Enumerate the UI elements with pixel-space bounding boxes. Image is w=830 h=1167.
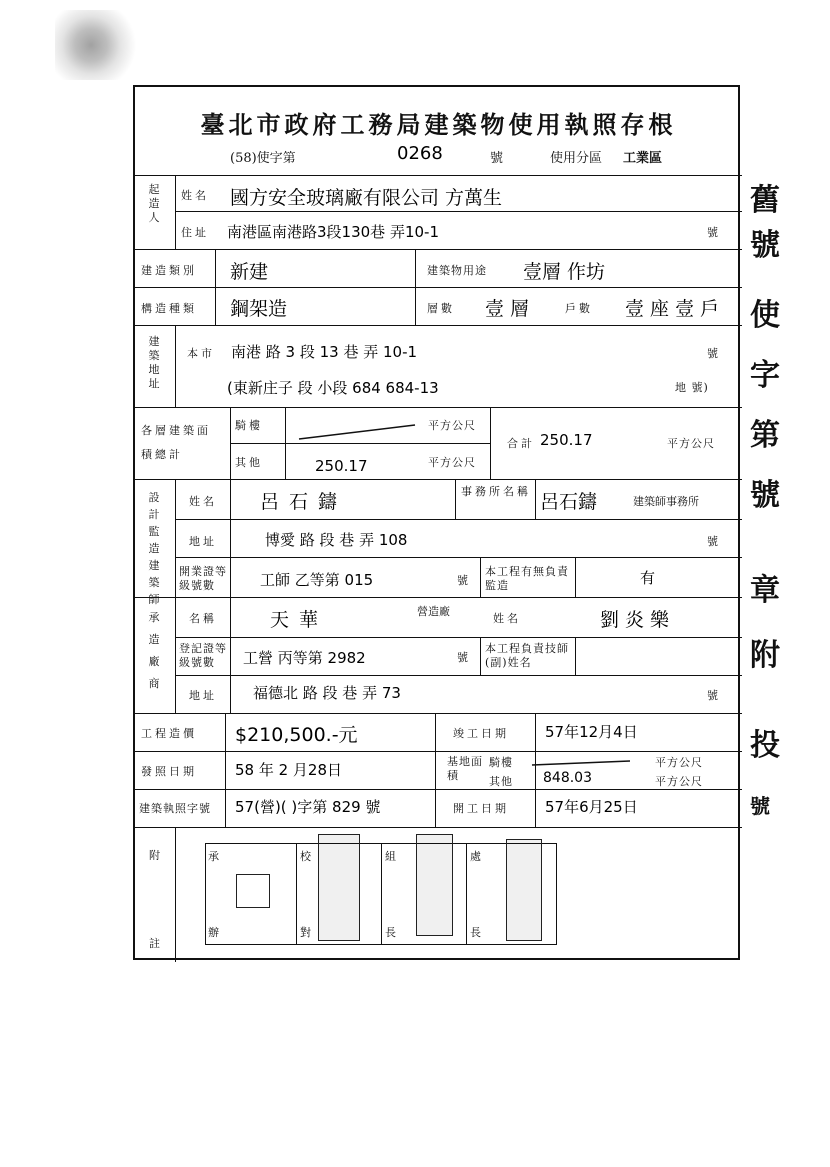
area-other-label: 其他	[235, 456, 263, 469]
designer-supervise-value: 有	[640, 569, 656, 587]
margin-char-2: 使	[750, 298, 780, 333]
license-form	[133, 85, 740, 960]
site-line2: (東新庄子 段 小段 684 684-13	[227, 379, 439, 397]
notes-label-top: 附	[149, 849, 163, 862]
applicant-group-label: 起造人	[148, 183, 160, 224]
margin-char-8: 投	[750, 728, 780, 763]
area-total-label: 合計	[507, 437, 535, 450]
contractor-group-label: 承造廠商	[148, 611, 160, 690]
approval-col-7: 長	[470, 926, 484, 939]
approval-col-3: 對	[300, 926, 314, 939]
contractor-person-label: 姓名	[493, 612, 521, 625]
approval-col-4: 組	[385, 850, 399, 863]
build-use-value: 壹層 作坊	[523, 261, 606, 283]
build-type-value: 新建	[230, 261, 269, 283]
base-arcade-unit: 平方公尺	[655, 756, 703, 769]
area-group-label: 各層建築面積總計	[141, 424, 211, 461]
permit-label: 建築執照字號	[139, 802, 211, 815]
zone-value: 工業區	[623, 151, 663, 166]
site-line2-suffix: 地 號)	[675, 381, 709, 394]
designer-office-value: 呂石鑄	[540, 491, 598, 513]
issue-date-value: 58 年 2 月28日	[235, 761, 343, 779]
start-date-value: 57年6月25日	[545, 798, 638, 816]
license-suffix: 號	[490, 151, 504, 166]
approval-col-6: 處	[470, 850, 484, 863]
site-line1: 南港 路 3 段 13 巷 弄 10-1	[231, 343, 418, 361]
contractor-name-label: 名稱	[189, 612, 217, 625]
form-title: 臺北市政府工務局建築物使用執照存根	[200, 110, 677, 139]
contractor-addr-value: 福德北 路 段 巷 弄 73	[253, 684, 401, 702]
designer-office-suffix: 建築師事務所	[633, 495, 699, 508]
area-other-unit: 平方公尺	[428, 456, 476, 469]
site-city-label: 本市	[187, 347, 215, 360]
designer-supervise-label: 本工程有無負責監造	[485, 565, 569, 592]
designer-cert-suffix: 號	[457, 574, 471, 587]
struct-type-label: 構造種類	[141, 302, 197, 315]
applicant-name-label: 姓名	[181, 189, 209, 202]
units-value: 壹 座 壹 戶	[625, 298, 720, 320]
approval-col-2: 校	[300, 850, 314, 863]
approval-col-1: 辦	[208, 926, 222, 939]
contractor-person-value: 劉炎樂	[600, 609, 676, 631]
applicant-addr-suffix: 號	[707, 226, 721, 239]
arcade-strike-line	[295, 421, 425, 441]
designer-cert-label: 開業證等級號數	[179, 565, 227, 592]
contractor-reg-value: 工營 丙等第 2982	[243, 649, 366, 667]
applicant-name-value: 國方安全玻璃廠有限公司 方萬生	[230, 187, 503, 209]
base-other-value: 848.03	[543, 770, 592, 786]
units-label: 戶數	[565, 302, 593, 315]
floors-value: 壹 層	[485, 298, 530, 320]
applicant-addr-value: 南港區南港路3段130巷 弄10-1	[227, 223, 439, 241]
build-use-label: 建築物用途	[427, 264, 487, 277]
floors-label: 層數	[427, 302, 455, 315]
margin-char-0: 舊	[750, 183, 780, 218]
applicant-addr-label: 住址	[181, 226, 209, 239]
area-total-value: 250.17	[540, 431, 593, 449]
base-area-label: 基地面積	[447, 755, 483, 782]
contractor-addr-suffix: 號	[707, 689, 721, 702]
contractor-name-value: 天華	[270, 609, 329, 631]
issue-date-label: 發照日期	[141, 765, 197, 778]
approval-box	[205, 843, 557, 945]
site-group-label: 建築地址	[148, 335, 160, 390]
zone-label: 使用分區	[550, 151, 603, 166]
designer-name-value: 呂石鑄	[260, 491, 348, 513]
base-arcade-strike	[530, 751, 640, 771]
area-other-value: 250.17	[315, 457, 368, 475]
struct-type-value: 鋼架造	[230, 298, 288, 320]
margin-char-7: 附	[750, 638, 780, 673]
signature-stamp-3	[506, 839, 542, 941]
contractor-engineer-label: 本工程負責技師(副)姓名	[485, 642, 569, 669]
margin-char-6: 章	[750, 573, 780, 608]
build-type-label: 建造類別	[141, 264, 197, 277]
site-line1-suffix: 號	[707, 347, 721, 360]
designer-addr-value: 博愛 路 段 巷 弄 108	[265, 531, 408, 549]
permit-value: 57(營)( )字第 829 號	[235, 798, 381, 816]
contractor-reg-suffix: 號	[457, 651, 471, 664]
signature-stamp-1	[318, 834, 360, 941]
license-number: 0268	[397, 143, 443, 164]
base-arcade-label: 騎樓	[489, 756, 513, 769]
designer-group-label: 設計監造建築師	[148, 491, 160, 606]
cost-value: $210,500.-元	[235, 724, 358, 746]
margin-char-3: 字	[750, 358, 780, 393]
license-prefix: (58)使字第	[230, 151, 296, 166]
approval-col-0: 承	[208, 850, 222, 863]
signature-stamp-2	[416, 834, 453, 936]
seal-mark	[236, 874, 270, 908]
scan-smudge	[55, 10, 145, 80]
base-other-unit: 平方公尺	[655, 775, 703, 788]
margin-char-9: 號	[750, 794, 770, 818]
contractor-factory-label: 營造廠	[417, 605, 450, 618]
designer-addr-suffix: 號	[707, 535, 721, 548]
base-other-label: 其他	[489, 775, 513, 788]
designer-office-label: 事務所名稱	[461, 485, 531, 498]
complete-date-value: 57年12月4日	[545, 723, 638, 741]
complete-date-label: 竣工日期	[453, 727, 509, 740]
area-total-unit: 平方公尺	[667, 437, 715, 450]
area-arcade-unit: 平方公尺	[428, 419, 476, 432]
designer-name-label: 姓名	[189, 495, 217, 508]
designer-cert-value: 工師 乙等第 015	[260, 571, 374, 589]
approval-col-5: 長	[385, 926, 399, 939]
area-arcade-label: 騎樓	[235, 419, 263, 432]
start-date-label: 開工日期	[453, 802, 509, 815]
contractor-addr-label: 地址	[189, 689, 217, 702]
margin-char-4: 第	[750, 418, 780, 453]
cost-label: 工程造價	[141, 727, 197, 740]
designer-addr-label: 地址	[189, 535, 217, 548]
contractor-reg-label: 登記證等級號數	[179, 642, 227, 669]
margin-char-1: 號	[750, 228, 780, 263]
margin-char-5: 號	[750, 478, 780, 513]
notes-label-bottom: 註	[149, 937, 163, 950]
